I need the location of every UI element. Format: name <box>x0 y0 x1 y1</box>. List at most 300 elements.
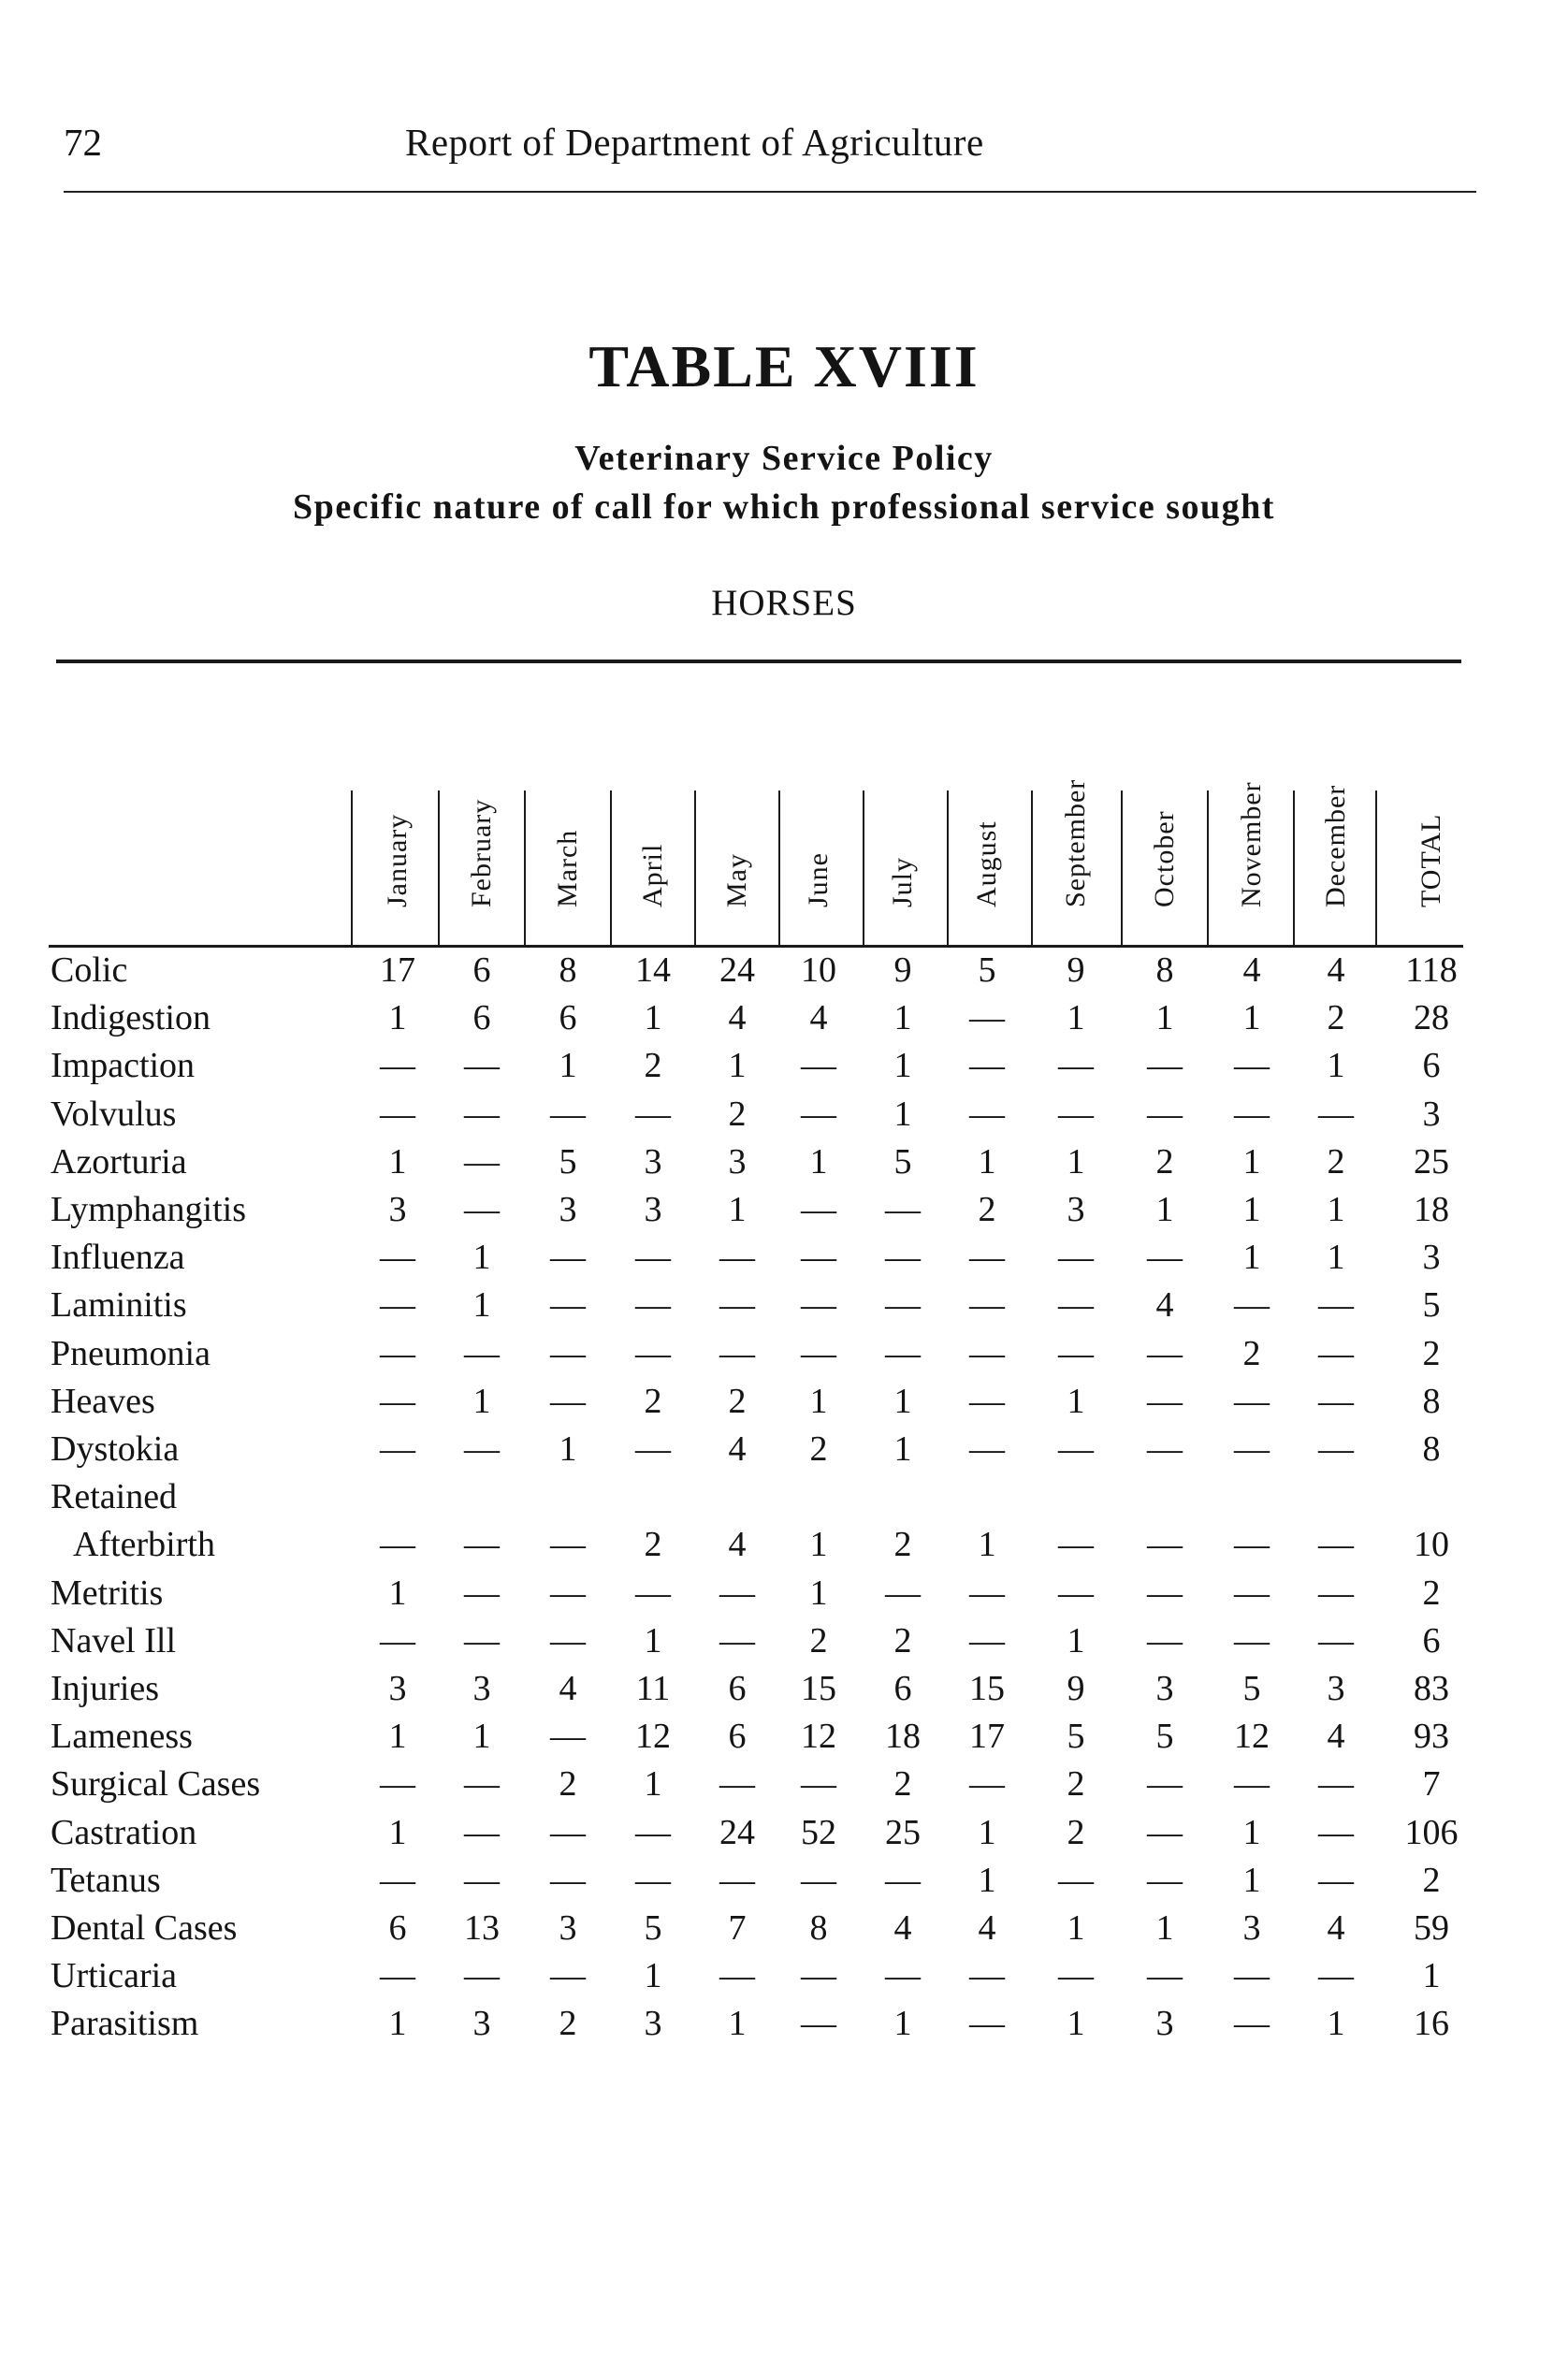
table-cell: 1 <box>472 1285 491 1326</box>
table-cell: 1 <box>1327 2004 1345 2044</box>
row-label: Colic <box>51 950 128 990</box>
table-cell: — <box>380 1094 415 1134</box>
table-cell: 3 <box>1155 2004 1174 2044</box>
table-row <box>0 1524 1568 1572</box>
table-cell: — <box>550 1956 586 1996</box>
table-cell: 3 <box>1067 1190 1085 1229</box>
table-row <box>0 1476 1568 1524</box>
table-cell: 3 <box>559 1190 577 1229</box>
column-separator <box>947 790 949 948</box>
table-cell: 10 <box>1414 1525 1449 1565</box>
table-cell: — <box>1058 1573 1094 1613</box>
table-cell: — <box>969 1094 1005 1134</box>
table-cell: — <box>1234 1285 1270 1326</box>
table-cell: 1 <box>388 1141 407 1182</box>
table-cell: 12 <box>801 1717 836 1757</box>
table-cell: 2 <box>644 1525 662 1565</box>
table-cell: 1 <box>978 1860 996 1900</box>
table-cell: 93 <box>1414 1717 1449 1757</box>
table-cell: — <box>969 1046 1005 1086</box>
row-label: Dental Cases <box>51 1908 238 1948</box>
table-cell: — <box>1234 1764 1270 1805</box>
column-header-label: June <box>803 852 834 907</box>
table-cell: — <box>1147 1764 1183 1805</box>
table-cell: — <box>550 1238 586 1278</box>
table-cell: — <box>719 1860 755 1900</box>
table-cell: — <box>801 1860 836 1900</box>
table-cell: 25 <box>885 1812 921 1852</box>
row-label: Afterbirth <box>73 1525 215 1565</box>
table-cell: — <box>1147 1956 1183 1996</box>
table-cell: 118 <box>1405 950 1458 990</box>
table-cell: 18 <box>885 1717 921 1757</box>
table-cell: 6 <box>893 1669 912 1708</box>
table-cell: 83 <box>1414 1669 1449 1708</box>
table-cell: — <box>1147 1381 1183 1421</box>
column-header-label: August <box>971 820 1002 907</box>
header-bottom-rule <box>49 945 1463 948</box>
table-cell: — <box>380 1046 415 1086</box>
table-cell: 52 <box>801 1812 836 1852</box>
table-cell: — <box>969 1956 1005 1996</box>
table-cell: 2 <box>1422 1860 1441 1900</box>
table-cell: — <box>550 1620 586 1660</box>
table-cell: — <box>1234 1046 1270 1086</box>
table-cell: — <box>719 1573 755 1613</box>
table-cell: — <box>1058 1285 1094 1326</box>
table-cell: — <box>885 1333 921 1373</box>
table-cell: 2 <box>1422 1573 1441 1613</box>
table-cell: 6 <box>472 950 491 990</box>
column-header-label: January <box>382 813 413 907</box>
table-cell: 4 <box>809 998 828 1038</box>
table-cell: — <box>969 1429 1005 1469</box>
table-cell: 3 <box>1242 1908 1261 1948</box>
table-cell: — <box>1234 1620 1270 1660</box>
column-header-october <box>1132 806 1198 947</box>
running-title: Report of Department of Agriculture <box>405 121 984 164</box>
table-cell: 3 <box>388 1669 407 1708</box>
table-cell: — <box>801 1046 836 1086</box>
table-cell: 1 <box>978 1525 996 1565</box>
page-number: 72 <box>64 121 102 164</box>
table-cell: 1 <box>388 998 407 1038</box>
table-cell: 1 <box>1242 1860 1261 1900</box>
table-cell: 1 <box>388 2004 407 2044</box>
table-cell: — <box>635 1238 671 1278</box>
table-cell: — <box>550 1285 586 1326</box>
table-cell: — <box>1147 1812 1183 1852</box>
table-cell: — <box>550 1525 586 1565</box>
table-subtitle: Veterinary Service Policy <box>574 439 994 478</box>
table-cell: 4 <box>1327 950 1345 990</box>
table-cell: — <box>1058 1046 1094 1086</box>
row-label: Metritis <box>51 1573 164 1613</box>
table-cell: 7 <box>728 1908 747 1948</box>
table-cell: — <box>1234 2004 1270 2044</box>
table-cell: — <box>719 1285 755 1326</box>
row-label: Retained <box>51 1477 178 1517</box>
table-row <box>0 1381 1568 1428</box>
column-header-february <box>449 798 515 947</box>
table-cell: 7 <box>1422 1764 1441 1805</box>
table-cell: — <box>1058 1333 1094 1373</box>
table-cell: — <box>1234 1381 1270 1421</box>
table-cell: 5 <box>1242 1669 1261 1708</box>
table-cell: — <box>801 1333 836 1373</box>
table-cell: — <box>380 1525 415 1565</box>
table-cell: 6 <box>1422 1620 1441 1660</box>
table-cell: — <box>1318 1812 1354 1852</box>
table-row <box>0 1716 1568 1763</box>
table-cell: 8 <box>1422 1429 1441 1469</box>
column-header-june <box>786 806 851 947</box>
table-cell: 1 <box>1327 1046 1345 1086</box>
table-cell: 1 <box>1067 998 1085 1038</box>
column-separator <box>1207 790 1209 948</box>
table-cell: 1 <box>1327 1190 1345 1229</box>
table-cell: — <box>550 1717 586 1757</box>
table-row <box>0 1668 1568 1716</box>
table-row <box>0 1284 1568 1332</box>
table-cell: 1 <box>893 2004 912 2044</box>
table-description: Specific nature of call for which professional service sought <box>293 487 1275 527</box>
row-label: Castration <box>51 1812 197 1852</box>
table-cell: — <box>550 1381 586 1421</box>
table-cell: 1 <box>728 1190 747 1229</box>
table-cell: 106 <box>1404 1812 1459 1852</box>
column-header-may <box>704 806 770 947</box>
table-cell: — <box>719 1333 755 1373</box>
table-cell: — <box>1318 1285 1354 1326</box>
table-cell: — <box>801 1764 836 1805</box>
table-cell: 4 <box>728 998 747 1038</box>
row-label: Indigestion <box>51 998 211 1038</box>
row-label: Lymphangitis <box>51 1190 246 1229</box>
table-cell: 1 <box>1155 1908 1174 1948</box>
table-cell: 9 <box>1067 1669 1085 1708</box>
column-separator <box>1031 790 1033 948</box>
row-label: Lameness <box>51 1717 193 1757</box>
table-cell: — <box>464 1764 500 1805</box>
table-row <box>0 1955 1568 2003</box>
column-separator <box>863 790 864 948</box>
table-cell: 3 <box>644 1141 662 1182</box>
table-cell: 9 <box>893 950 912 990</box>
table-cell: 3 <box>388 1190 407 1229</box>
table-cell: — <box>1318 1573 1354 1613</box>
table-cell: — <box>1318 1525 1354 1565</box>
table-cell: 1 <box>728 1046 747 1086</box>
table-cell: — <box>380 1285 415 1326</box>
table-cell: 2 <box>1327 1141 1345 1182</box>
table-cell: — <box>635 1429 671 1469</box>
table-cell: — <box>969 1573 1005 1613</box>
table-cell: 4 <box>559 1669 577 1708</box>
column-header-label: July <box>887 856 918 907</box>
table-cell: 1 <box>1242 1238 1261 1278</box>
table-row <box>0 1189 1568 1237</box>
table-cell: 1 <box>728 2004 747 2044</box>
table-cell: 5 <box>644 1908 662 1948</box>
table-cell: 9 <box>1067 950 1085 990</box>
table-row <box>0 1141 1568 1189</box>
table-row <box>0 1045 1568 1093</box>
table-cell: — <box>464 1956 500 1996</box>
table-cell: — <box>464 1573 500 1613</box>
table-cell: 3 <box>644 2004 662 2044</box>
table-cell: — <box>1234 1094 1270 1134</box>
table-cell: 1 <box>1242 1190 1261 1229</box>
table-cell: — <box>380 1764 415 1805</box>
column-header-november <box>1219 781 1285 947</box>
column-separator <box>438 790 440 948</box>
table-cell: 1 <box>1422 1956 1441 1996</box>
row-label: Heaves <box>51 1381 155 1421</box>
table-cell: 1 <box>809 1525 828 1565</box>
table-cell: — <box>969 1764 1005 1805</box>
table-cell: 2 <box>728 1094 747 1134</box>
table-cell: 1 <box>472 1717 491 1757</box>
table-row <box>0 1620 1568 1668</box>
table-cell: 1 <box>644 1956 662 1996</box>
table-cell: — <box>464 1620 500 1660</box>
column-header-march <box>535 806 601 947</box>
table-cell: 1 <box>472 1238 491 1278</box>
column-header-label: December <box>1320 784 1351 907</box>
table-cell: — <box>635 1094 671 1134</box>
table-cell: — <box>550 1333 586 1373</box>
table-cell: 1 <box>809 1381 828 1421</box>
table-cell: 4 <box>1327 1717 1345 1757</box>
table-cell: — <box>464 1141 500 1182</box>
table-cell: 5 <box>1067 1717 1085 1757</box>
table-cell: 5 <box>559 1141 577 1182</box>
table-cell: 1 <box>1242 1812 1261 1852</box>
table-cell: 1 <box>893 1094 912 1134</box>
table-cell: 2 <box>644 1381 662 1421</box>
table-cell: — <box>1147 1573 1183 1613</box>
table-cell: 17 <box>380 950 415 990</box>
table-cell: 2 <box>1155 1141 1174 1182</box>
table-row <box>0 1428 1568 1476</box>
table-row <box>0 1860 1568 1907</box>
table-cell: — <box>801 1956 836 1996</box>
column-header-label: May <box>721 853 752 907</box>
table-cell: — <box>719 1620 755 1660</box>
table-cell: 2 <box>1067 1812 1085 1852</box>
table-cell: — <box>464 1860 500 1900</box>
row-label: Injuries <box>51 1669 160 1708</box>
table-cell: 28 <box>1414 998 1449 1038</box>
table-cell: 15 <box>969 1669 1005 1708</box>
table-cell: — <box>885 1956 921 1996</box>
table-cell: — <box>969 1285 1005 1326</box>
table-cell: — <box>380 1333 415 1373</box>
table-cell: — <box>885 1285 921 1326</box>
row-label: Navel Ill <box>51 1620 177 1660</box>
column-separator <box>610 790 612 948</box>
table-cell: 6 <box>728 1717 747 1757</box>
table-cell: — <box>635 1573 671 1613</box>
table-cell: — <box>1058 1525 1094 1565</box>
table-cell: 1 <box>644 1764 662 1805</box>
table-cell: 59 <box>1414 1908 1449 1948</box>
column-separator <box>351 790 353 948</box>
table-cell: 2 <box>809 1620 828 1660</box>
table-cell: 1 <box>893 1381 912 1421</box>
table-cell: 4 <box>1327 1908 1345 1948</box>
column-header-label: October <box>1149 810 1180 907</box>
table-cell: 15 <box>801 1669 836 1708</box>
table-cell: — <box>801 1238 836 1278</box>
table-cell: — <box>719 1238 755 1278</box>
table-cell: 18 <box>1414 1190 1449 1229</box>
column-header-label: April <box>637 843 668 907</box>
table-cell: — <box>1058 1429 1094 1469</box>
table-cell: 1 <box>559 1429 577 1469</box>
table-cell: — <box>969 2004 1005 2044</box>
table-cell: 3 <box>472 2004 491 2044</box>
row-label: Urticaria <box>51 1956 178 1996</box>
table-cell: — <box>1318 1333 1354 1373</box>
table-row <box>0 2003 1568 2051</box>
table-cell: 1 <box>809 1141 828 1182</box>
table-cell: 8 <box>809 1908 828 1948</box>
table-cell: — <box>969 1381 1005 1421</box>
table-cell: 2 <box>1327 998 1345 1038</box>
table-cell: 6 <box>559 998 577 1038</box>
table-cell: 6 <box>472 998 491 1038</box>
table-cell: — <box>635 1285 671 1326</box>
table-cell: 4 <box>728 1429 747 1469</box>
table-cell: 2 <box>1422 1333 1441 1373</box>
table-cell: 1 <box>644 998 662 1038</box>
table-cell: 1 <box>559 1046 577 1086</box>
column-header-label: September <box>1060 778 1091 907</box>
table-row <box>0 1907 1568 1955</box>
table-cell: 2 <box>893 1764 912 1805</box>
table-cell: 3 <box>1327 1669 1345 1708</box>
table-cell: 12 <box>635 1717 671 1757</box>
table-cell: — <box>1058 1238 1094 1278</box>
table-row <box>0 997 1568 1045</box>
table-cell: 1 <box>893 1429 912 1469</box>
table-row <box>0 1333 1568 1381</box>
table-cell: — <box>550 1094 586 1134</box>
table-cell: — <box>1147 1860 1183 1900</box>
table-row <box>0 1763 1568 1811</box>
table-cell: 1 <box>809 1573 828 1613</box>
table-cell: — <box>550 1860 586 1900</box>
table-cell: — <box>1147 1525 1183 1565</box>
table-cell: 5 <box>1422 1285 1441 1326</box>
table-cell: 1 <box>472 1381 491 1421</box>
table-cell: — <box>1318 1956 1354 1996</box>
table-cell: — <box>635 1333 671 1373</box>
table-cell: — <box>464 1429 500 1469</box>
table-cell: 5 <box>978 950 996 990</box>
table-cell: — <box>380 1956 415 1996</box>
column-header-total <box>1399 806 1464 947</box>
table-cell: 2 <box>809 1429 828 1469</box>
table-cell: 5 <box>1155 1717 1174 1757</box>
table-cell: — <box>1147 1333 1183 1373</box>
table-cell: 16 <box>1414 2004 1449 2044</box>
table-title: TABLE XVIII <box>588 333 980 399</box>
table-cell: — <box>1318 1764 1354 1805</box>
table-cell: 2 <box>728 1381 747 1421</box>
table-cell: — <box>380 1238 415 1278</box>
table-cell: — <box>885 1190 921 1229</box>
table-row <box>0 1812 1568 1860</box>
table-cell: — <box>1058 1094 1094 1134</box>
table-cell: 4 <box>978 1908 996 1948</box>
table-cell: 13 <box>464 1908 500 1948</box>
table-cell: 4 <box>893 1908 912 1948</box>
column-header-label: February <box>466 798 497 907</box>
table-cell: — <box>1318 1381 1354 1421</box>
row-label: Influenza <box>51 1238 185 1278</box>
table-cell: 3 <box>728 1141 747 1182</box>
table-cell: — <box>1234 1429 1270 1469</box>
table-row <box>0 950 1568 997</box>
table-cell: 1 <box>644 1620 662 1660</box>
table-cell: 3 <box>1422 1238 1441 1278</box>
table-cell: 1 <box>388 1812 407 1852</box>
row-label: Dystokia <box>51 1429 180 1469</box>
column-header-label: November <box>1236 781 1267 907</box>
table-cell: 1 <box>1242 998 1261 1038</box>
table-cell: — <box>635 1812 671 1852</box>
table-cell: 2 <box>559 2004 577 2044</box>
column-header-april <box>620 806 686 947</box>
column-separator <box>694 790 696 948</box>
column-header-december <box>1303 784 1369 947</box>
table-cell: 8 <box>559 950 577 990</box>
table-cell: 2 <box>644 1046 662 1086</box>
table-cell: — <box>1058 1860 1094 1900</box>
table-cell: 1 <box>388 1573 407 1613</box>
table-cell: 3 <box>1155 1669 1174 1708</box>
table-cell: 2 <box>893 1620 912 1660</box>
table-cell: — <box>635 1860 671 1900</box>
table-cell: — <box>1318 1429 1354 1469</box>
column-separator <box>524 790 526 948</box>
table-cell: 4 <box>1242 950 1261 990</box>
table-cell: — <box>464 1094 500 1134</box>
table-cell: — <box>464 1525 500 1565</box>
column-separator <box>778 790 780 948</box>
table-row <box>0 1573 1568 1620</box>
table-cell: — <box>801 1190 836 1229</box>
row-label: Impaction <box>51 1046 196 1086</box>
table-cell: 6 <box>388 1908 407 1948</box>
table-cell: 1 <box>893 1046 912 1086</box>
row-label: Surgical Cases <box>51 1764 261 1805</box>
column-header-july <box>870 806 936 947</box>
column-header-september <box>1043 778 1109 947</box>
table-cell: — <box>380 1381 415 1421</box>
column-header-label: TOTAL <box>1416 813 1446 907</box>
table-cell: 14 <box>635 950 671 990</box>
row-label: Parasitism <box>51 2004 199 2044</box>
running-head <box>64 120 1476 176</box>
table-cell: 1 <box>1067 1620 1085 1660</box>
table-cell: 6 <box>728 1669 747 1708</box>
table-cell: — <box>801 1094 836 1134</box>
table-cell: 2 <box>1242 1333 1261 1373</box>
